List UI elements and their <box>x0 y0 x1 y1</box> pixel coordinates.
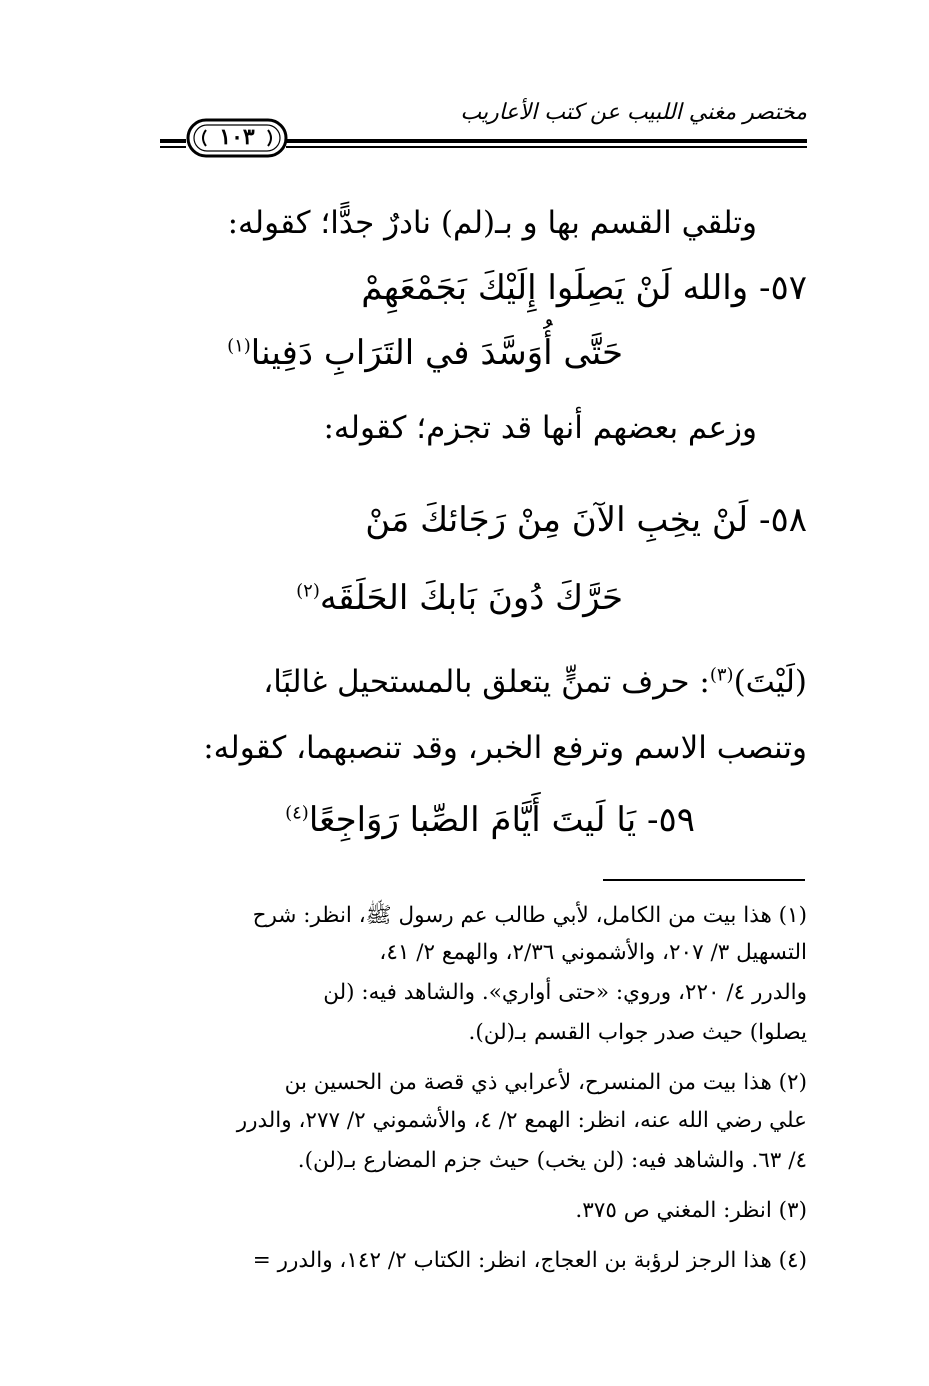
verse-58-line-2-text: حَرَّكَ دُونَ بَابكَ الحَلَقَه <box>319 578 623 618</box>
footnote-1-line-2: التسهيل ٣/ ٢٠٧، والأشموني ٢/٣٦، والهمع ٢/ ٤١، <box>379 940 807 965</box>
body-line-3: وتنصب الاسم وترفع الخبر، وقد تنصبهما، كقوله: <box>203 730 807 766</box>
footnote-2-line-3: ٤/ ٦٣. والشاهد فيه: (لن يخب) حيث جزم المضارع بـ(لن). <box>297 1148 807 1173</box>
verse-59 <box>285 800 695 840</box>
footnote-4-line-1: (٤) هذا الرجز لرؤبة بن العجاج، انظر: الكتاب ٢/ ١٤٢، والدرر = <box>252 1248 807 1273</box>
footnote-ref-1: (١) <box>227 335 251 357</box>
footnote-ref-2: (٢) <box>296 580 320 602</box>
verse-58-line-2 <box>296 578 623 618</box>
verse-57-line-2 <box>227 333 623 373</box>
header-rule-right-thick <box>286 139 807 143</box>
page-number: ١٠٣ <box>219 124 255 150</box>
body-line-1: وتلقي القسم بها و بـ(لم) نادرٌ جدًّا؛ كقوله: <box>227 205 757 241</box>
running-title: مختصر مغني اللبيب عن كتب الأعاريب <box>460 100 807 125</box>
body-line-2: وزعم بعضهم أنها قد تجزم؛ كقوله: <box>323 410 757 446</box>
verse-59-text: ٥٩- يَا لَيتَ أَيَّامَ الصِّبا رَوَاجِعًا <box>308 800 695 840</box>
footnote-3: (٣) انظر: المغني ص ٣٧٥. <box>575 1198 807 1223</box>
footnote-2-line-1: (٢) هذا بيت من المنسرح، لأعرابي ذي قصة من الحسين بن <box>284 1070 807 1095</box>
layta-definition: : حرف تمنٍّ يتعلق بالمستحيل غالبًا، <box>263 664 710 700</box>
footnote-ref-4: (٤) <box>285 802 309 824</box>
layta-term: (لَيْتَ) <box>733 664 807 700</box>
footnote-1-line-1: (١) هذا بيت من الكامل، لأبي طالب عم رسول ﷺ، انظر: شرح <box>252 903 807 928</box>
header-rule-left-thick <box>160 139 186 143</box>
footnote-2-line-2: علي رضي الله عنه، انظر: الهمع ٢/ ٤، والأشموني ٢/ ٢٧٧، والدرر <box>236 1108 807 1133</box>
footnote-ref-3: (٣) <box>709 664 734 686</box>
footnote-1-line-3: والدرر ٤/ ٢٢٠، وروي: «حتى أواري». والشاهد فيه: (لن <box>323 980 807 1005</box>
header-rule-right-thin <box>286 146 807 148</box>
verse-58-line-1: ٥٨- لَنْ يخِبِ الآنَ مِنْ رَجَائكَ مَنْ <box>365 500 807 540</box>
footnote-1-line-4: يصلوا) حيث صدر جواب القسم بـ(لن). <box>468 1020 807 1045</box>
page-number-badge <box>184 118 290 158</box>
header-rule-left-thin <box>160 146 186 148</box>
footnote-separator <box>603 879 805 881</box>
layta-definition-line <box>263 664 807 700</box>
verse-57-line-2-text: حَتَّى أُوَسَّدَ في التَرَابِ دَفِينا <box>250 333 623 373</box>
verse-57-line-1: ٥٧- والله لَنْ يَصِلَوا إِلَيْكَ بَجَمْعَهِمْ <box>361 268 807 308</box>
